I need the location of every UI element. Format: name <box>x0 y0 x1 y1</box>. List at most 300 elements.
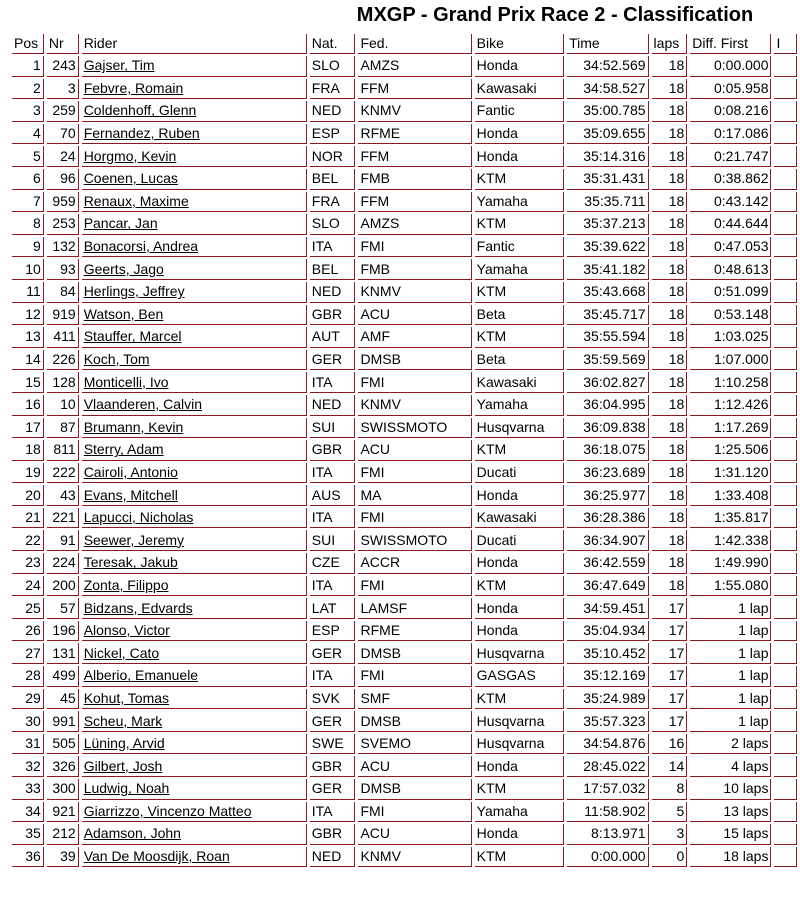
cell-bike: KTM <box>475 440 564 461</box>
table-row <box>12 689 797 710</box>
cell-extra <box>774 734 797 755</box>
cell-diff-first: 0:17.086 <box>690 124 771 145</box>
cell-fed: ACU <box>358 756 471 777</box>
cell-laps: 18 <box>652 282 688 303</box>
cell-nr: 243 <box>47 56 79 77</box>
cell-bike: Honda <box>475 56 564 77</box>
cell-pos: 7 <box>12 192 44 213</box>
cell-extra <box>774 666 797 687</box>
cell-nr: 200 <box>47 576 79 597</box>
cell-nr: 212 <box>47 824 79 845</box>
table-row <box>12 192 797 213</box>
cell-fed: DMSB <box>358 711 471 732</box>
cell-extra <box>774 553 797 574</box>
cell-extra <box>774 576 797 597</box>
cell-pos: 33 <box>12 779 44 800</box>
cell-nr: 224 <box>47 553 79 574</box>
cell-pos: 36 <box>12 847 44 868</box>
cell-bike: Honda <box>475 824 564 845</box>
cell-pos: 12 <box>12 305 44 326</box>
cell-nr: 959 <box>47 192 79 213</box>
rider-link[interactable]: Brumann, Kevin <box>82 418 307 439</box>
rider-link[interactable]: Renaux, Maxime <box>82 192 307 213</box>
cell-nr: 259 <box>47 101 79 122</box>
rider-link[interactable]: Van De Moosdijk, Roan <box>82 847 307 868</box>
cell-nr: 57 <box>47 598 79 619</box>
rider-link[interactable]: Kohut, Tomas <box>82 689 307 710</box>
cell-diff-first: 1:17.269 <box>690 418 771 439</box>
cell-time: 35:14.316 <box>567 146 648 167</box>
cell-extra <box>774 101 797 122</box>
cell-nat: LAT <box>310 598 356 619</box>
col-header-nr: Nr <box>47 34 79 54</box>
rider-link[interactable]: Seewer, Jeremy <box>82 530 307 551</box>
cell-nat: SVK <box>310 689 356 710</box>
cell-pos: 21 <box>12 508 44 529</box>
cell-diff-first: 0:48.613 <box>690 259 771 280</box>
cell-bike: Yamaha <box>475 395 564 416</box>
rider-link[interactable]: Coldenhoff, Glenn <box>82 101 307 122</box>
cell-nr: 24 <box>47 146 79 167</box>
cell-time: 36:42.559 <box>567 553 648 574</box>
rider-link[interactable]: Scheu, Mark <box>82 711 307 732</box>
cell-pos: 30 <box>12 711 44 732</box>
cell-time: 35:59.569 <box>567 350 648 371</box>
cell-pos: 35 <box>12 824 44 845</box>
cell-diff-first: 13 laps <box>690 802 771 823</box>
cell-bike: Honda <box>475 553 564 574</box>
cell-diff-first: 1 lap <box>690 666 771 687</box>
cell-laps: 17 <box>652 689 688 710</box>
cell-nr: 91 <box>47 530 79 551</box>
rider-link[interactable]: Evans, Mitchell <box>82 485 307 506</box>
table-row <box>12 508 797 529</box>
cell-laps: 18 <box>652 146 688 167</box>
cell-time: 35:31.431 <box>567 169 648 190</box>
cell-diff-first: 0:47.053 <box>690 237 771 258</box>
cell-laps: 17 <box>652 711 688 732</box>
cell-nr: 300 <box>47 779 79 800</box>
cell-pos: 25 <box>12 598 44 619</box>
cell-nat: GBR <box>310 305 356 326</box>
cell-laps: 14 <box>652 756 688 777</box>
col-header-diff-first: Diff. First <box>690 34 771 54</box>
cell-diff-first: 18 laps <box>690 847 771 868</box>
cell-pos: 9 <box>12 237 44 258</box>
cell-nr: 919 <box>47 305 79 326</box>
rider-link[interactable]: Giarrizzo, Vincenzo Matteo <box>82 802 307 823</box>
cell-nat: SLO <box>310 214 356 235</box>
cell-nat: NED <box>310 282 356 303</box>
cell-nat: ITA <box>310 463 356 484</box>
rider-link[interactable]: Watson, Ben <box>82 305 307 326</box>
rider-link[interactable]: Pancar, Jan <box>82 214 307 235</box>
rider-link[interactable]: Bonacorsi, Andrea <box>82 237 307 258</box>
cell-extra <box>774 192 797 213</box>
cell-bike: Ducati <box>475 530 564 551</box>
cell-nat: GBR <box>310 756 356 777</box>
cell-pos: 19 <box>12 463 44 484</box>
cell-nr: 222 <box>47 463 79 484</box>
cell-laps: 18 <box>652 350 688 371</box>
table-row <box>12 666 797 687</box>
cell-laps: 18 <box>652 485 688 506</box>
cell-fed: FMI <box>358 372 471 393</box>
cell-pos: 20 <box>12 485 44 506</box>
cell-laps: 18 <box>652 192 688 213</box>
cell-nat: ITA <box>310 372 356 393</box>
cell-nr: 505 <box>47 734 79 755</box>
cell-fed: KNMV <box>358 101 471 122</box>
cell-pos: 11 <box>12 282 44 303</box>
cell-extra <box>774 711 797 732</box>
cell-laps: 0 <box>652 847 688 868</box>
cell-bike: Fantic <box>475 101 564 122</box>
cell-nat: SWE <box>310 734 356 755</box>
cell-bike: Kawasaki <box>475 508 564 529</box>
table-row <box>12 327 797 348</box>
cell-fed: AMF <box>358 327 471 348</box>
table-row <box>12 734 797 755</box>
cell-diff-first: 2 laps <box>690 734 771 755</box>
rider-link[interactable]: Gajser, Tim <box>82 56 307 77</box>
table-row <box>12 282 797 303</box>
cell-pos: 28 <box>12 666 44 687</box>
cell-fed: SMF <box>358 689 471 710</box>
cell-nat: ITA <box>310 666 356 687</box>
cell-diff-first: 1:07.000 <box>690 350 771 371</box>
cell-time: 35:04.934 <box>567 621 648 642</box>
rider-link[interactable]: Lapucci, Nicholas <box>82 508 307 529</box>
cell-laps: 18 <box>652 553 688 574</box>
cell-time: 35:12.169 <box>567 666 648 687</box>
cell-pos: 4 <box>12 124 44 145</box>
cell-extra <box>774 169 797 190</box>
rider-link[interactable]: Bidzans, Edvards <box>82 598 307 619</box>
cell-bike: Ducati <box>475 463 564 484</box>
table-row <box>12 802 797 823</box>
cell-diff-first: 1:03.025 <box>690 327 771 348</box>
cell-diff-first: 10 laps <box>690 779 771 800</box>
cell-diff-first: 1:42.338 <box>690 530 771 551</box>
cell-fed: DMSB <box>358 350 471 371</box>
cell-diff-first: 0:44.644 <box>690 214 771 235</box>
cell-laps: 18 <box>652 237 688 258</box>
cell-pos: 31 <box>12 734 44 755</box>
table-row <box>12 418 797 439</box>
rider-link[interactable]: Sterry, Adam <box>82 440 307 461</box>
cell-nat: ITA <box>310 508 356 529</box>
cell-pos: 10 <box>12 259 44 280</box>
cell-extra <box>774 847 797 868</box>
table-row <box>12 463 797 484</box>
cell-nat: GBR <box>310 824 356 845</box>
cell-bike: Honda <box>475 598 564 619</box>
cell-fed: SVEMO <box>358 734 471 755</box>
cell-diff-first: 1:35.817 <box>690 508 771 529</box>
cell-laps: 18 <box>652 305 688 326</box>
cell-nr: 132 <box>47 237 79 258</box>
cell-extra <box>774 372 797 393</box>
table-row <box>12 711 797 732</box>
cell-nat: AUT <box>310 327 356 348</box>
cell-fed: FMI <box>358 802 471 823</box>
cell-laps: 18 <box>652 327 688 348</box>
cell-time: 35:24.989 <box>567 689 648 710</box>
cell-extra <box>774 146 797 167</box>
rider-link[interactable]: Geerts, Jago <box>82 259 307 280</box>
cell-fed: ACU <box>358 440 471 461</box>
cell-extra <box>774 463 797 484</box>
rider-link[interactable]: Fernandez, Ruben <box>82 124 307 145</box>
rider-link[interactable]: Gilbert, Josh <box>82 756 307 777</box>
rider-link[interactable]: Coenen, Lucas <box>82 169 307 190</box>
cell-time: 35:57.323 <box>567 711 648 732</box>
cell-fed: ACCR <box>358 553 471 574</box>
cell-nat: CZE <box>310 553 356 574</box>
cell-pos: 3 <box>12 101 44 122</box>
cell-extra <box>774 305 797 326</box>
cell-pos: 26 <box>12 621 44 642</box>
table-row <box>12 553 797 574</box>
rider-link[interactable]: Teresak, Jakub <box>82 553 307 574</box>
cell-pos: 29 <box>12 689 44 710</box>
cell-nr: 991 <box>47 711 79 732</box>
cell-time: 11:58.902 <box>567 802 648 823</box>
cell-pos: 15 <box>12 372 44 393</box>
table-row <box>12 847 797 868</box>
cell-laps: 18 <box>652 508 688 529</box>
cell-extra <box>774 756 797 777</box>
cell-bike: KTM <box>475 689 564 710</box>
cell-bike: Husqvarna <box>475 711 564 732</box>
table-row <box>12 576 797 597</box>
cell-nr: 131 <box>47 643 79 664</box>
rider-link[interactable]: Alonso, Victor <box>82 621 307 642</box>
cell-bike: Husqvarna <box>475 418 564 439</box>
rider-link[interactable]: Monticelli, Ivo <box>82 372 307 393</box>
cell-bike: Husqvarna <box>475 734 564 755</box>
cell-fed: SWISSMOTO <box>358 418 471 439</box>
cell-extra <box>774 79 797 100</box>
cell-extra <box>774 485 797 506</box>
cell-time: 36:09.838 <box>567 418 648 439</box>
cell-extra <box>774 418 797 439</box>
cell-time: 36:02.827 <box>567 372 648 393</box>
cell-diff-first: 1:55.080 <box>690 576 771 597</box>
cell-pos: 6 <box>12 169 44 190</box>
cell-pos: 14 <box>12 350 44 371</box>
cell-bike: GASGAS <box>475 666 564 687</box>
cell-pos: 2 <box>12 79 44 100</box>
cell-nr: 10 <box>47 395 79 416</box>
cell-time: 35:37.213 <box>567 214 648 235</box>
cell-nat: GER <box>310 350 356 371</box>
rider-link[interactable]: Horgmo, Kevin <box>82 146 307 167</box>
cell-nat: NED <box>310 101 356 122</box>
cell-nat: GER <box>310 779 356 800</box>
cell-fed: FMB <box>358 169 471 190</box>
cell-time: 0:00.000 <box>567 847 648 868</box>
col-header-bike: Bike <box>475 34 564 54</box>
cell-extra <box>774 56 797 77</box>
cell-extra <box>774 621 797 642</box>
cell-time: 36:47.649 <box>567 576 648 597</box>
cell-bike: Honda <box>475 124 564 145</box>
cell-diff-first: 4 laps <box>690 756 771 777</box>
cell-nr: 84 <box>47 282 79 303</box>
cell-bike: KTM <box>475 214 564 235</box>
cell-diff-first: 1:25.506 <box>690 440 771 461</box>
cell-time: 35:10.452 <box>567 643 648 664</box>
cell-bike: KTM <box>475 779 564 800</box>
cell-pos: 34 <box>12 802 44 823</box>
cell-pos: 5 <box>12 146 44 167</box>
table-row <box>12 440 797 461</box>
rider-link[interactable]: Vlaanderen, Calvin <box>82 395 307 416</box>
cell-pos: 17 <box>12 418 44 439</box>
cell-laps: 18 <box>652 576 688 597</box>
cell-bike: KTM <box>475 282 564 303</box>
cell-diff-first: 1 lap <box>690 621 771 642</box>
cell-nr: 96 <box>47 169 79 190</box>
table-row <box>12 259 797 280</box>
cell-extra <box>774 802 797 823</box>
cell-bike: Honda <box>475 146 564 167</box>
cell-nr: 43 <box>47 485 79 506</box>
cell-time: 36:28.386 <box>567 508 648 529</box>
cell-diff-first: 1:10.258 <box>690 372 771 393</box>
cell-fed: MA <box>358 485 471 506</box>
cell-extra <box>774 214 797 235</box>
table-row <box>12 124 797 145</box>
cell-nat: ITA <box>310 576 356 597</box>
rider-link[interactable]: Cairoli, Antonio <box>82 463 307 484</box>
rider-link[interactable]: Alberio, Emanuele <box>82 666 307 687</box>
cell-diff-first: 1 lap <box>690 689 771 710</box>
cell-extra <box>774 350 797 371</box>
cell-bike: Husqvarna <box>475 643 564 664</box>
rider-link[interactable]: Febvre, Romain <box>82 79 307 100</box>
rider-link[interactable]: Herlings, Jeffrey <box>82 282 307 303</box>
cell-time: 36:34.907 <box>567 530 648 551</box>
cell-time: 35:55.594 <box>567 327 648 348</box>
cell-diff-first: 0:51.099 <box>690 282 771 303</box>
rider-link[interactable]: Koch, Tom <box>82 350 307 371</box>
cell-laps: 18 <box>652 124 688 145</box>
cell-time: 35:43.668 <box>567 282 648 303</box>
cell-pos: 32 <box>12 756 44 777</box>
table-row <box>12 621 797 642</box>
cell-pos: 13 <box>12 327 44 348</box>
cell-laps: 17 <box>652 643 688 664</box>
cell-time: 36:18.075 <box>567 440 648 461</box>
cell-nat: NED <box>310 395 356 416</box>
cell-extra <box>774 779 797 800</box>
cell-fed: ACU <box>358 824 471 845</box>
cell-laps: 3 <box>652 824 688 845</box>
cell-extra <box>774 124 797 145</box>
cell-bike: KTM <box>475 576 564 597</box>
col-header-nat: Nat. <box>310 34 356 54</box>
rider-link[interactable]: Adamson, John <box>82 824 307 845</box>
rider-link[interactable]: Zonta, Filippo <box>82 576 307 597</box>
cell-fed: FMI <box>358 508 471 529</box>
col-header-rider: Rider <box>82 34 307 54</box>
col-header-time: Time <box>567 34 648 54</box>
table-row <box>12 305 797 326</box>
cell-laps: 18 <box>652 169 688 190</box>
rider-link[interactable]: Lüning, Arvid <box>82 734 307 755</box>
cell-diff-first: 15 laps <box>690 824 771 845</box>
cell-nr: 499 <box>47 666 79 687</box>
col-header-laps: laps <box>652 34 688 54</box>
table-row <box>12 485 797 506</box>
cell-fed: DMSB <box>358 643 471 664</box>
cell-nat: SUI <box>310 530 356 551</box>
table-row <box>12 372 797 393</box>
cell-nr: 45 <box>47 689 79 710</box>
cell-nat: SLO <box>310 56 356 77</box>
cell-laps: 17 <box>652 621 688 642</box>
table-row <box>12 779 797 800</box>
cell-time: 28:45.022 <box>567 756 648 777</box>
cell-laps: 18 <box>652 259 688 280</box>
cell-nat: AUS <box>310 485 356 506</box>
cell-diff-first: 1:12.426 <box>690 395 771 416</box>
cell-time: 35:35.711 <box>567 192 648 213</box>
table-row <box>12 169 797 190</box>
cell-extra <box>774 440 797 461</box>
cell-extra <box>774 327 797 348</box>
cell-fed: RFME <box>358 621 471 642</box>
cell-time: 34:54.876 <box>567 734 648 755</box>
cell-fed: RFME <box>358 124 471 145</box>
rider-link[interactable]: Nickel, Cato <box>82 643 307 664</box>
cell-laps: 18 <box>652 395 688 416</box>
cell-time: 36:25.977 <box>567 485 648 506</box>
cell-laps: 18 <box>652 530 688 551</box>
cell-nat: ESP <box>310 124 356 145</box>
cell-fed: FMI <box>358 576 471 597</box>
cell-pos: 22 <box>12 530 44 551</box>
cell-time: 35:41.182 <box>567 259 648 280</box>
cell-laps: 5 <box>652 802 688 823</box>
cell-nr: 326 <box>47 756 79 777</box>
cell-time: 34:58.527 <box>567 79 648 100</box>
cell-extra <box>774 508 797 529</box>
cell-diff-first: 0:53.148 <box>690 305 771 326</box>
table-row <box>12 237 797 258</box>
cell-pos: 18 <box>12 440 44 461</box>
rider-link[interactable]: Stauffer, Marcel <box>82 327 307 348</box>
cell-nat: GBR <box>310 440 356 461</box>
rider-link[interactable]: Ludwig, Noah <box>82 779 307 800</box>
cell-nr: 87 <box>47 418 79 439</box>
cell-laps: 18 <box>652 372 688 393</box>
cell-diff-first: 1 lap <box>690 643 771 664</box>
classification-table <box>9 32 800 869</box>
cell-nat: GER <box>310 643 356 664</box>
cell-bike: Beta <box>475 350 564 371</box>
cell-time: 35:45.717 <box>567 305 648 326</box>
cell-diff-first: 1 lap <box>690 598 771 619</box>
cell-nat: BEL <box>310 169 356 190</box>
cell-nat: FRA <box>310 79 356 100</box>
cell-extra <box>774 282 797 303</box>
cell-extra <box>774 530 797 551</box>
cell-time: 34:59.451 <box>567 598 648 619</box>
